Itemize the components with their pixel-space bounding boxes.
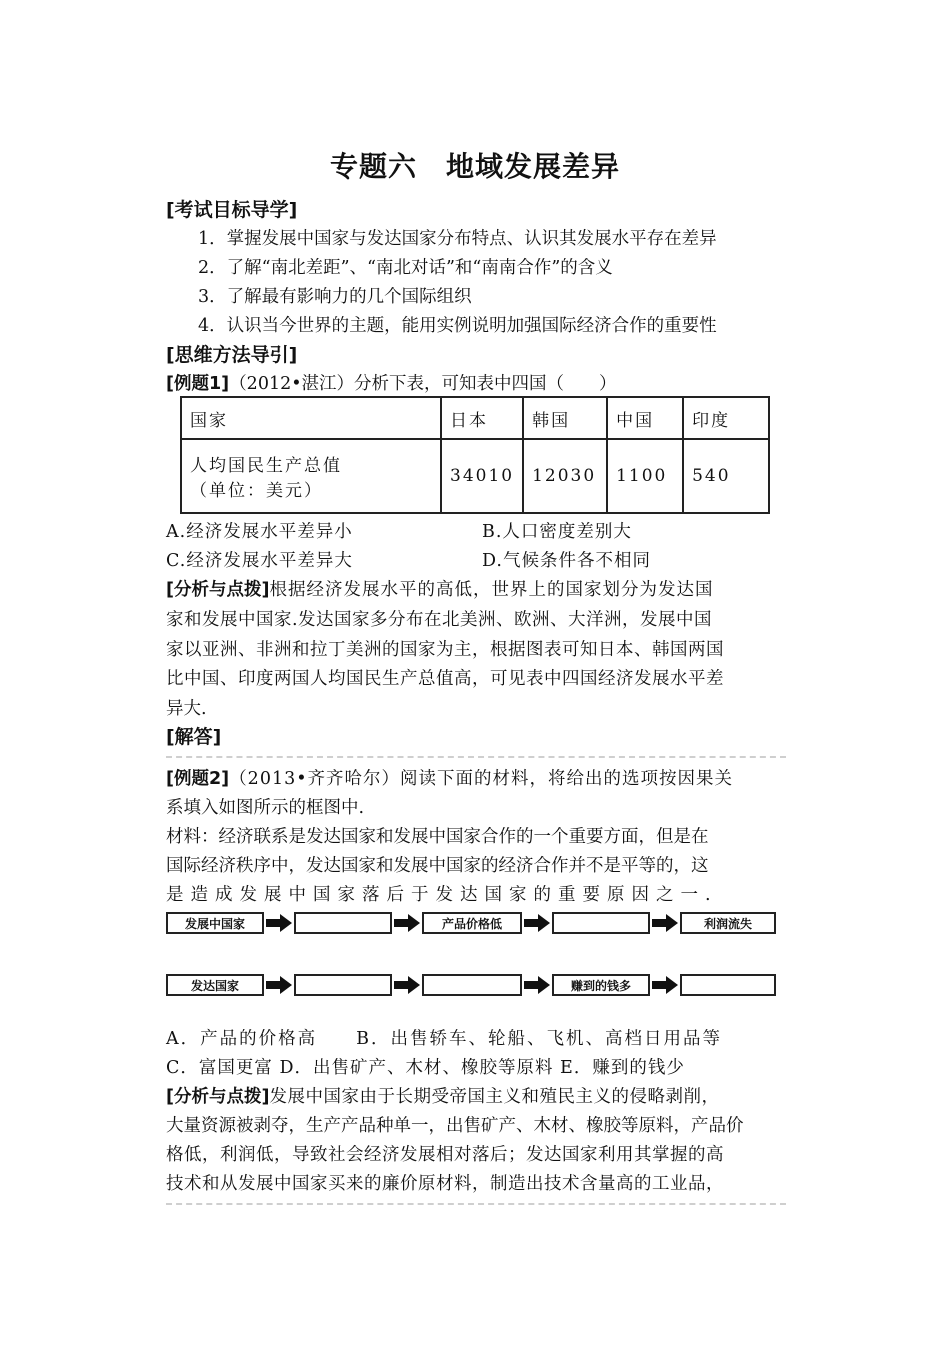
table-row	[181, 439, 769, 513]
goal-item-3: 3．了解最有影响力的几个国际组织	[198, 287, 472, 307]
example1-analysis-line: 比中国、印度两国人均国民生产总值高，可见表中四国经济发展水平差	[166, 669, 724, 689]
flow-box: 产品价格低	[422, 912, 522, 934]
table-cell: 540	[683, 439, 769, 513]
table-cell: 1100	[607, 439, 683, 513]
table-row-label	[181, 439, 441, 513]
example2-analysis-line	[166, 1083, 720, 1108]
table-cell: 34010	[441, 439, 523, 513]
divider	[166, 756, 786, 758]
flow-box: 发达国家	[166, 974, 264, 996]
example1-analysis-line: 家和发展中国家.发达国家多分布在北美洲、欧洲、大洋洲，发展中国	[166, 610, 713, 630]
option-d: D.气候条件各不相同	[482, 551, 651, 571]
table-header-cell: 韩国	[523, 397, 607, 439]
table-header-cell: 国家	[181, 397, 441, 439]
example2-question-text: （2013•齐齐哈尔）阅读下面的材料，将给出的选项按因果关	[229, 769, 734, 789]
goal-item-4: 4．认识当今世界的主题，能用实例说明加强国际经济合作的重要性	[198, 316, 717, 336]
analysis-text: 根据经济发展水平的高低，世界上的国家划分为发达国	[269, 580, 714, 600]
flow-blank-box[interactable]	[552, 912, 650, 934]
arrow-right-icon	[392, 912, 422, 934]
option-c: C.经济发展水平差异大	[166, 551, 353, 571]
example2-analysis-line: 大量资源被剥夺，生产产品种单一，出售矿产、木材、橡胶等原料，产品价	[166, 1116, 744, 1136]
example2-options-line: A．产品的价格高 B．出售轿车、轮船、飞机、高档日用品等	[166, 1029, 722, 1049]
example1-question-text: （2012•湛江）分析下表，可知表中四国（ ）	[229, 374, 617, 394]
option-a: A.经济发展水平差异小	[166, 522, 353, 542]
example1-question	[166, 370, 617, 395]
goal-item-1: 1．掌握发展中国家与发达国家分布特点、认识其发展水平存在差异	[198, 229, 717, 249]
arrow-right-icon	[522, 912, 552, 934]
gnp-table	[180, 396, 770, 514]
example1-analysis-line	[166, 576, 714, 601]
table-header-cell: 日本	[441, 397, 523, 439]
example2-analysis-line: 格低，利润低，导致社会经济发展相对落后；发达国家利用其掌握的高	[166, 1145, 724, 1165]
example2-question-line2: 系填入如图所示的框图中.	[166, 798, 365, 818]
divider	[166, 1203, 786, 1205]
example2-analysis-line: 技术和从发展中国家买来的廉价原材料，制造出技术含量高的工业品，	[166, 1174, 724, 1194]
flow-blank-box[interactable]	[680, 974, 776, 996]
example1-label: [例题1]	[166, 374, 230, 394]
example1-analysis-line: 异大.	[166, 699, 207, 719]
arrow-right-icon	[264, 912, 294, 934]
table-cell: 12030	[523, 439, 607, 513]
section-heading-methods: [思维方法导引]	[166, 344, 298, 366]
arrow-right-icon	[264, 974, 294, 996]
example2-question	[166, 765, 733, 790]
analysis-text: 发展中国家由于长期受帝国主义和殖民主义的侵略剥削，	[269, 1087, 720, 1107]
arrow-right-icon	[392, 974, 422, 996]
table-header-cell: 中国	[607, 397, 683, 439]
analysis-label: [分析与点拨]	[166, 580, 270, 600]
table-header-cell: 印度	[683, 397, 769, 439]
option-b: B.人口密度差别大	[482, 522, 632, 542]
row-label-line1: 人均国民生产总值	[190, 456, 342, 476]
arrow-right-icon	[650, 974, 680, 996]
flow-box: 赚到的钱多	[552, 974, 650, 996]
row-label-line2: （单位：美元）	[190, 481, 323, 501]
example2-label: [例题2]	[166, 769, 230, 789]
flow-blank-box[interactable]	[294, 974, 392, 996]
table-header-row	[181, 397, 769, 439]
goal-item-2: 2．了解“南北差距”、“南北对话”和“南南合作”的含义	[198, 258, 613, 278]
flow-blank-box[interactable]	[294, 912, 392, 934]
arrow-right-icon	[522, 974, 552, 996]
page-title: 专题六 地域发展差异	[329, 150, 620, 183]
section-heading-goals: [考试目标导学]	[166, 199, 298, 221]
material-line: 是造成发展中国家落后于发达国家的重要原因之一.	[166, 885, 718, 905]
material-line: 国际经济秩序中，发达国家和发展中国家的经济合作并不是平等的，这	[166, 856, 709, 876]
material-line: 材料：经济联系是发达国家和发展中国家合作的一个重要方面，但是在	[166, 827, 709, 847]
example1-analysis-line: 家以亚洲、非洲和拉丁美洲的国家为主，根据图表可知日本、韩国两国	[166, 640, 724, 660]
flow-box: 发展中国家	[166, 912, 264, 934]
arrow-right-icon	[650, 912, 680, 934]
analysis-label: [分析与点拨]	[166, 1087, 270, 1107]
flow-blank-box[interactable]	[422, 974, 522, 996]
flow-box: 利润流失	[680, 912, 776, 934]
example2-options-line: C．富国更富 D．出售矿产、木材、橡胶等原料 E．赚到的钱少	[166, 1058, 685, 1078]
answer-label: [解答]	[166, 726, 222, 748]
